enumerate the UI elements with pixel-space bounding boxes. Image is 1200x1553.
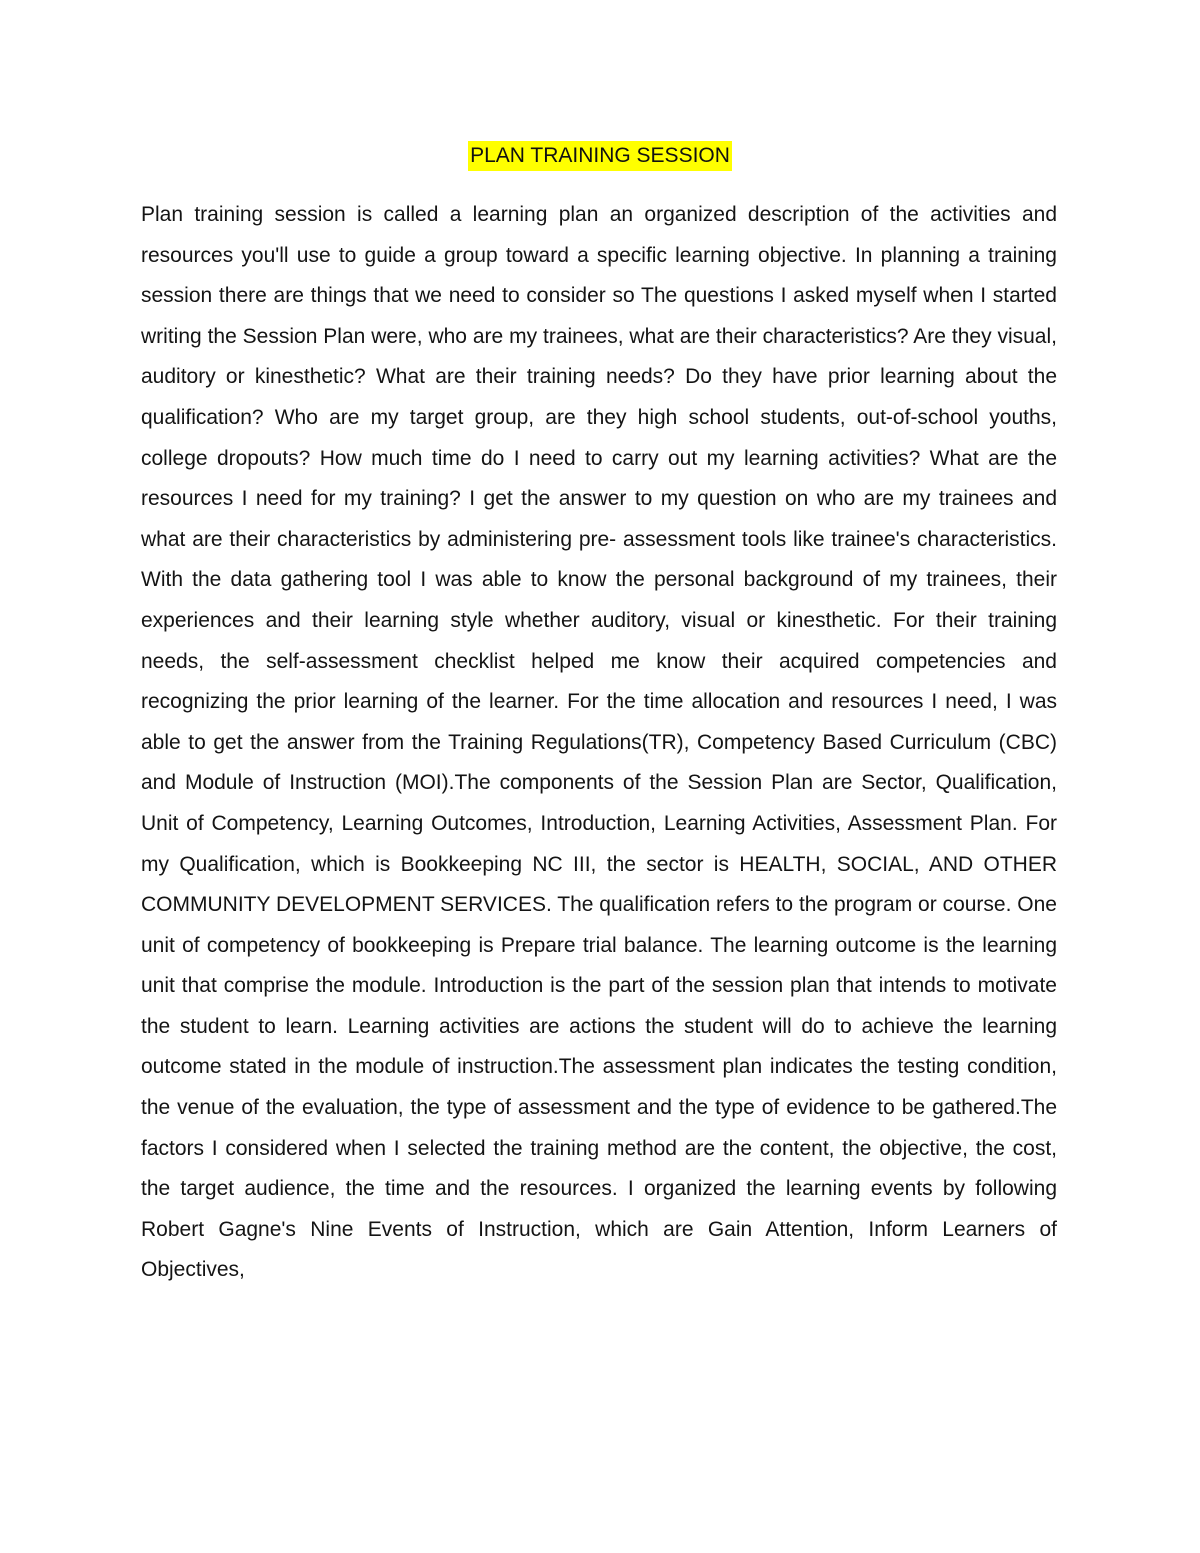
- document-title: PLAN TRAINING SESSION: [468, 141, 732, 171]
- body-paragraph: Plan training session is called a learning plan an organized description of the activities and resources you'll use to guide a group toward a specific learning objective. In planning a training session there are things that we need to consider so The questions I asked myself when I started writing the Session Plan were, who are my trainees, what are their characteristics? Are they visual, auditory or kinesthetic? What are their training needs? Do they have prior learning about the qualification? Who are my target group, are they high school students, out-of-school youths, college dropouts? How much time do I need to carry out my learning activities? What are the resources I need for my training? I get the answer to my question on who are my trainees and what are their characteristics by administering pre- assessment tools like trainee's characteristics. With the data gathering tool I was able to know the personal background of my trainees, their experiences and their learning style whether auditory, visual or kinesthetic. For their training needs, the self-assessment checklist helped me know their acquired competencies and recognizing the prior learning of the learner. For the time allocation and resources I need, I was able to get the answer from the Training Regulations(TR), Competency Based Curriculum (CBC) and Module of Instruction (MOI).The components of the Session Plan are Sector, Qualification, Unit of Competency, Learning Outcomes, Introduction, Learning Activities, Assessment Plan. For my Qualification, which is Bookkeeping NC III, the sector is HEALTH, SOCIAL, AND OTHER COMMUNITY DEVELOPMENT SERVICES. The qualification refers to the program or course. One unit of competency of bookkeeping is Prepare trial balance. The learning outcome is the learning unit that comprise the module. Introduction is the part of the session plan that intends to motivate the student to learn. Learning activities are actions the student will do to achieve the learning outcome stated in the module of instruction.The assessment plan indicates the testing condition, the venue of the evaluation, the type of assessment and the type of evidence to be gathered.The factors I considered when I selected the training method are the content, the objective, the cost, the target audience, the time and the resources. I organized the learning events by following Robert Gagne's Nine Events of Instruction, which are Gain Attention, Inform Learners of Objectives,: [141, 203, 1057, 1282]
- title-container: [0, 141, 1200, 171]
